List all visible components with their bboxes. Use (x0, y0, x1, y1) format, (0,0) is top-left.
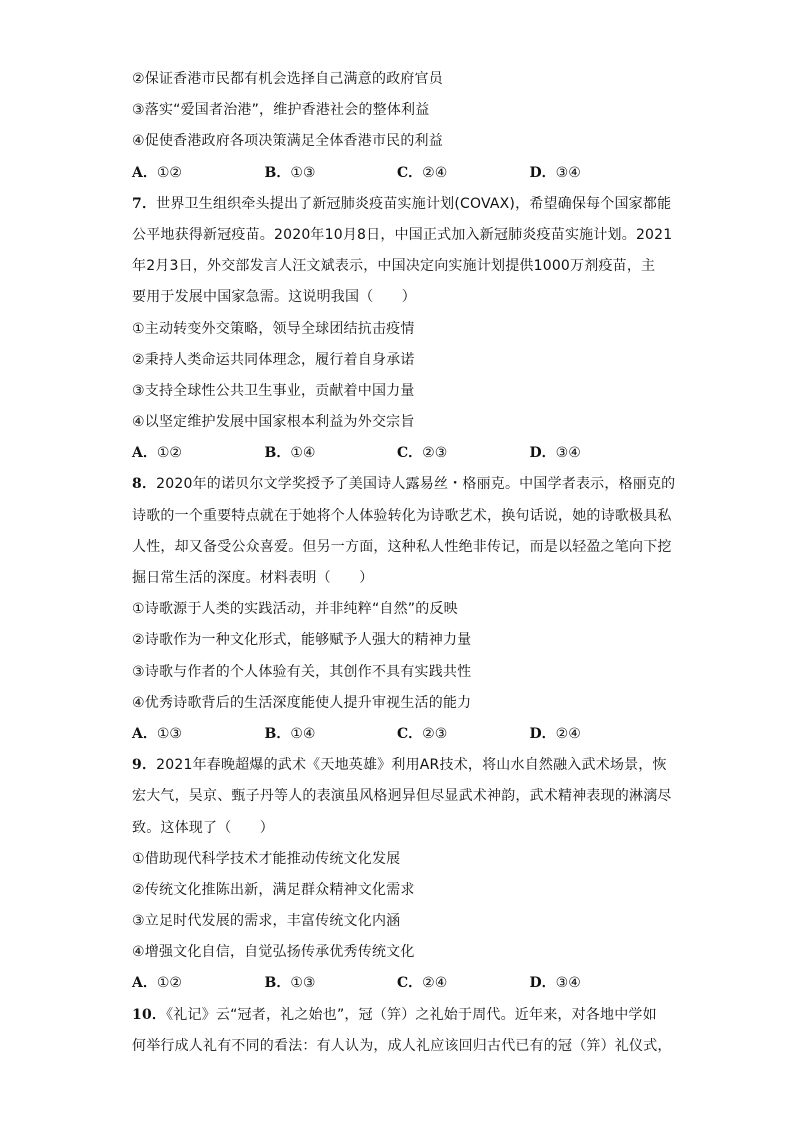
q10-stem-line-1: 10．《礼记》云“冠者，礼之始也”，冠（笄）之礼始于周代。近年来，对各地中学如 (132, 1006, 657, 1023)
q6-option-2: ②保证香港市民都有机会选择自己满意的政府官员 (132, 71, 443, 87)
q8-stem-line-1: 8．2020年的诺贝尔文学奖授予了美国诗人露易丝・格丽克。中国学者表示，格丽克的 (132, 476, 676, 493)
q9-option-2: ②传统文化推陈出新，满足群众精神文化需求 (132, 881, 415, 898)
q7-option-2: ②秉持人类命运共同体理念，履行着自身承诺 (132, 351, 415, 368)
q7-stem (132, 189, 673, 314)
q8-choice-b[interactable]: B．①④ (264, 725, 316, 742)
q6-option-3: ③落实“爱国者治港”，维护香港社会的整体利益 (132, 102, 430, 119)
q7-option-1: ①主动转变外交策略，领导全球团结抗击疫情 (132, 320, 415, 337)
q8-choice-a[interactable]: A．①③ (132, 725, 182, 742)
q9-stem-line-3: 致。这体现了（ ） (132, 819, 274, 836)
exam-content (132, 64, 676, 1062)
q7-choice-a[interactable]: A．①② (132, 445, 182, 462)
q7-option-4: ④以坚定维护发展中国家根本利益为外交宗旨 (132, 414, 415, 431)
q6-choices (132, 158, 662, 189)
q8-option-4: ④优秀诗歌背后的生活深度能使人提升审视生活的能力 (132, 694, 472, 711)
q9-option-1: ①借助现代科学技术才能推动传统文化发展 (132, 850, 401, 867)
q8-choice-d[interactable]: D．②④ (529, 725, 581, 742)
q10-stem (132, 1000, 672, 1062)
q7-choice-c[interactable]: C．②③ (397, 445, 448, 462)
q8-option-3: ③诗歌与作者的个人体验有关，其创作不具有实践共性 (132, 663, 472, 680)
q6-choice-d[interactable]: D．③④ (529, 164, 581, 181)
q6-option-4: ④促使香港政府各项决策满足全体香港市民的利益 (132, 133, 443, 150)
q7-choice-d[interactable]: D．③④ (529, 445, 581, 462)
q9-choice-d[interactable]: D．③④ (529, 975, 581, 992)
q8-number: 8． (132, 476, 157, 493)
q9-choice-a[interactable]: A．①② (132, 975, 182, 992)
q7-choices (132, 438, 662, 469)
q9-choice-b[interactable]: B．①③ (264, 975, 316, 992)
q8-stem-line-2: 诗歌的一个重要特点就在于她将个人体验转化为诗歌艺术，换句话说，她的诗歌极具私 (132, 507, 672, 524)
q9-stem (132, 750, 672, 844)
q6-choice-c[interactable]: C．②④ (397, 164, 448, 181)
q9-option-3: ③立足时代发展的需求，丰富传统文化内涵 (132, 913, 401, 930)
q7-stem-line-4: 要用于发展中国家急需。这说明我国（ ） (132, 289, 416, 306)
q8-option-1: ①诗歌源于人类的实践活动，并非纯粹“自然”的反映 (132, 601, 458, 618)
q7-number: 7． (132, 195, 157, 212)
q7-stem-line-3: 年2月3日，外交部发言人汪文斌表示，中国决定向实施计划提供1000万剂疫苗，主 (132, 258, 656, 275)
q9-choices (132, 968, 662, 999)
q7-choice-b[interactable]: B．①④ (264, 445, 316, 462)
q9-number: 9． (132, 757, 157, 774)
q9-choice-c[interactable]: C．②④ (397, 975, 448, 992)
q8-stem (132, 469, 676, 594)
q6-choice-a[interactable]: A．①② (132, 164, 182, 181)
q6-choice-b[interactable]: B．①③ (264, 164, 316, 181)
q8-option-2: ②诗歌作为一种文化形式，能够赋予人强大的精神力量 (132, 632, 472, 649)
q7-option-3: ③支持全球性公共卫生事业，贡献着中国力量 (132, 382, 415, 399)
q7-stem-line-1: 7．世界卫生组织牵头提出了新冠肺炎疫苗实施计划(COVAX)，希望确保每个国家都能 (132, 195, 672, 212)
q9-stem-line-2: 宏大气，吴京、甄子丹等人的表演虽风格迥异但尽显武术神韵，武术精神表现的淋漓尽 (132, 788, 672, 805)
q8-choices (132, 719, 662, 750)
q10-number: 10． (132, 1006, 167, 1023)
q7-stem-line-2: 公平地获得新冠疫苗。2020年10月8日，中国正式加入新冠肺炎疫苗实施计划。2021 (132, 226, 673, 243)
q10-stem-line-2: 何举行成人礼有不同的看法：有人认为，成人礼应该回归古代已有的冠（笄）礼仪式， (132, 1037, 672, 1054)
q9-stem-line-1: 9．2021年春晚超爆的武术《天地英雄》利用AR技术，将山水自然融入武术场景，恢 (132, 757, 667, 774)
q8-stem-line-3: 人性，却又备受公众喜爱。但另一方面，这种私人性绝非传记，而是以轻盈之笔向下挖 (132, 538, 672, 555)
q8-choice-c[interactable]: C．②③ (397, 725, 448, 742)
q9-option-4: ④增强文化自信，自觉弘扬传承优秀传统文化 (132, 944, 415, 961)
q8-stem-line-4: 掘日常生活的深度。材料表明（ ） (132, 570, 374, 586)
